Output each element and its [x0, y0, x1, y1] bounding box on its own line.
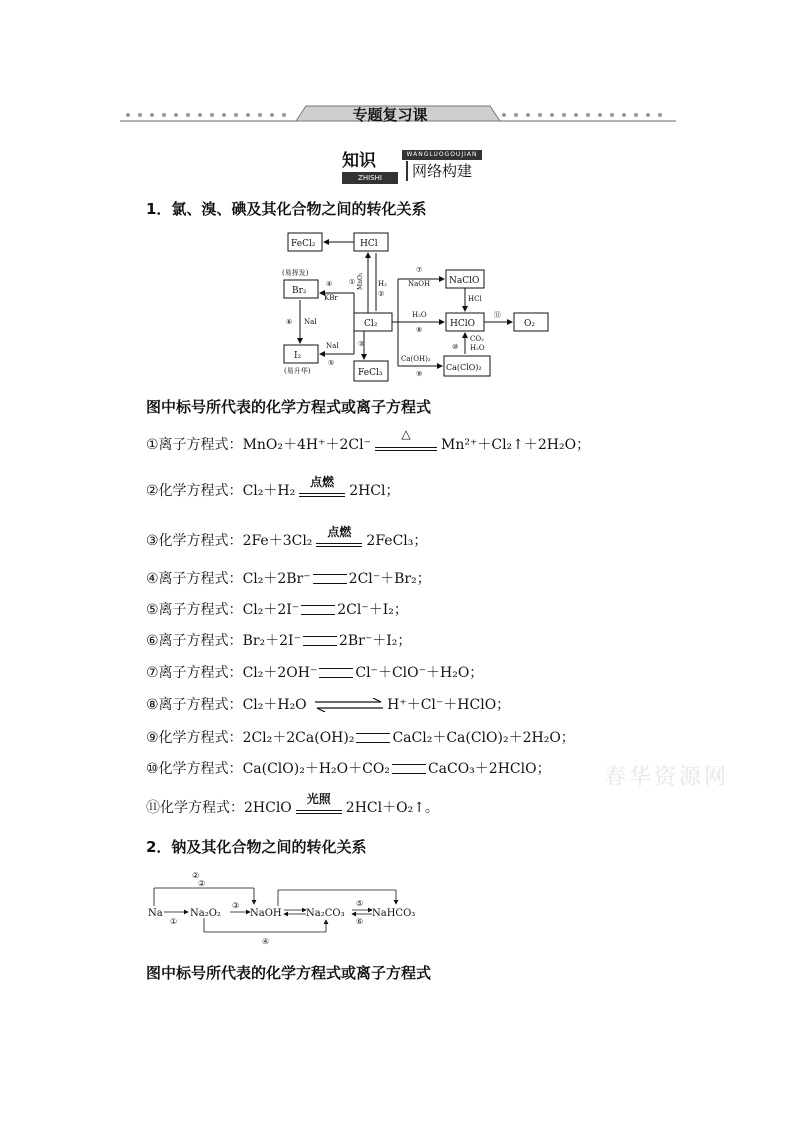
- label-n5: ⑤: [356, 899, 364, 908]
- label-n10: ⑩: [452, 343, 459, 351]
- node-fecl3: FeCl₃: [358, 368, 383, 378]
- label-mno2: MnO₂: [357, 272, 364, 290]
- equation-6: ⑥离子方程式：Br₂＋2I⁻ 2Br⁻＋I₂；: [146, 633, 412, 649]
- label-n9: ⑨: [416, 370, 423, 378]
- label-h2: H₂: [378, 280, 387, 288]
- node-na2co3: Na₂CO₃: [306, 908, 345, 919]
- label-n2b: ②: [198, 879, 206, 888]
- label-n6: ⑥: [286, 318, 293, 326]
- node-nahco3: NaHCO₃: [372, 908, 416, 919]
- node-hclo: HClO: [450, 319, 475, 329]
- equation-2: ②化学方程式：Cl₂＋H₂ 点燃 2HCl；: [146, 475, 400, 499]
- badge-main2: 网络构建: [406, 161, 494, 181]
- equation-3: ③化学方程式：2Fe＋3Cl₂ 点燃 2FeCl₃；: [146, 525, 428, 549]
- sodium-diagram: [146, 866, 436, 950]
- label-n1: ①: [349, 278, 356, 286]
- label-naoh: NaOH: [408, 280, 431, 288]
- label-nai: NaI: [304, 318, 318, 326]
- label-co2: CO₂: [470, 335, 484, 343]
- equation-7: ⑦离子方程式：Cl₂＋2OH⁻ Cl⁻＋ClO⁻＋H₂O；: [146, 665, 484, 681]
- label-n4: ④: [262, 937, 270, 946]
- badge-sub: ZHISHI: [342, 172, 398, 184]
- node-na2o2: Na₂O₂: [190, 908, 221, 919]
- node-naclo: NaClO: [449, 276, 480, 286]
- label-n4: ④: [326, 280, 333, 288]
- equilibrium-arrow-icon: [313, 698, 385, 712]
- note-sublime: (易升华): [284, 367, 311, 375]
- note-volatile: (易挥发): [282, 269, 309, 277]
- section2-subtitle: 图中标号所代表的化学方程式或离子方程式: [146, 964, 432, 982]
- node-hcl: HCl: [360, 239, 378, 249]
- label-n3: ③: [232, 901, 240, 910]
- label-n6: ⑥: [356, 917, 364, 926]
- node-o2: O₂: [524, 319, 535, 329]
- label-n8: ⑧: [416, 326, 423, 334]
- equation-9: ⑨化学方程式：2Cl₂＋2Ca(OH)₂ CaCl₂＋Ca(ClO)₂＋2H₂O；: [146, 730, 575, 746]
- label-h2o: H₂O: [412, 311, 427, 319]
- section1-title: 1．氯、溴、碘及其化合物之间的转化关系: [146, 200, 427, 218]
- watermark: 春华资源网: [604, 765, 730, 790]
- label-n5: ⑤: [328, 359, 335, 367]
- label-kbr: KBr: [324, 294, 338, 302]
- equation-1: ①离子方程式：MnO₂＋4H⁺＋2Cl⁻ △ Mn²⁺＋Cl₂↑＋2H₂O；: [146, 427, 591, 453]
- label-h2o-b: H₂O: [470, 344, 485, 352]
- equation-4: ④离子方程式：Cl₂＋2Br⁻ 2Cl⁻＋Br₂；: [146, 571, 431, 587]
- label-nai2: NaI: [326, 342, 340, 350]
- label-n11: ⑪: [494, 311, 501, 319]
- node-br2: Br₂: [292, 286, 307, 296]
- banner-title: 专题复习课: [352, 106, 428, 124]
- equation-8: ⑧离子方程式：Cl₂＋H₂O H⁺＋Cl⁻＋HClO；: [146, 697, 511, 713]
- equation-10: ⑩化学方程式：Ca(ClO)₂＋H₂O＋CO₂ CaCO₃＋2HClO；: [146, 761, 551, 777]
- equation-5: ⑤离子方程式：Cl₂＋2I⁻ 2Cl⁻＋I₂；: [146, 602, 408, 618]
- equation-11: ⑪化学方程式：2HClO 光照 2HCl＋O₂↑。: [146, 792, 439, 816]
- label-n7: ⑦: [416, 266, 423, 274]
- section2-title: 2．钠及其化合物之间的转化关系: [146, 838, 367, 856]
- node-caclo2: Ca(ClO)₂: [446, 363, 482, 372]
- node-fecl2: FeCl₂: [291, 239, 316, 249]
- label-hcl: HCl: [468, 295, 482, 303]
- label-n3: ③: [358, 340, 365, 348]
- label-n1: ①: [170, 917, 178, 926]
- node-na: Na: [148, 908, 163, 919]
- node-cl2: Cl₂: [364, 319, 378, 329]
- section1-subtitle: 图中标号所代表的化学方程式或离子方程式: [146, 398, 432, 416]
- label-n2: ②: [378, 290, 385, 298]
- node-naoh: NaOH: [250, 908, 282, 919]
- label-n2: ②: [192, 871, 200, 880]
- node-i2: I₂: [294, 351, 302, 361]
- badge-tag: WANGLUOGOUJIAN: [402, 150, 482, 160]
- badge-main: 知识: [342, 151, 376, 171]
- label-caoh2: Ca(OH)₂: [401, 355, 431, 363]
- halogen-diagram: [278, 228, 558, 388]
